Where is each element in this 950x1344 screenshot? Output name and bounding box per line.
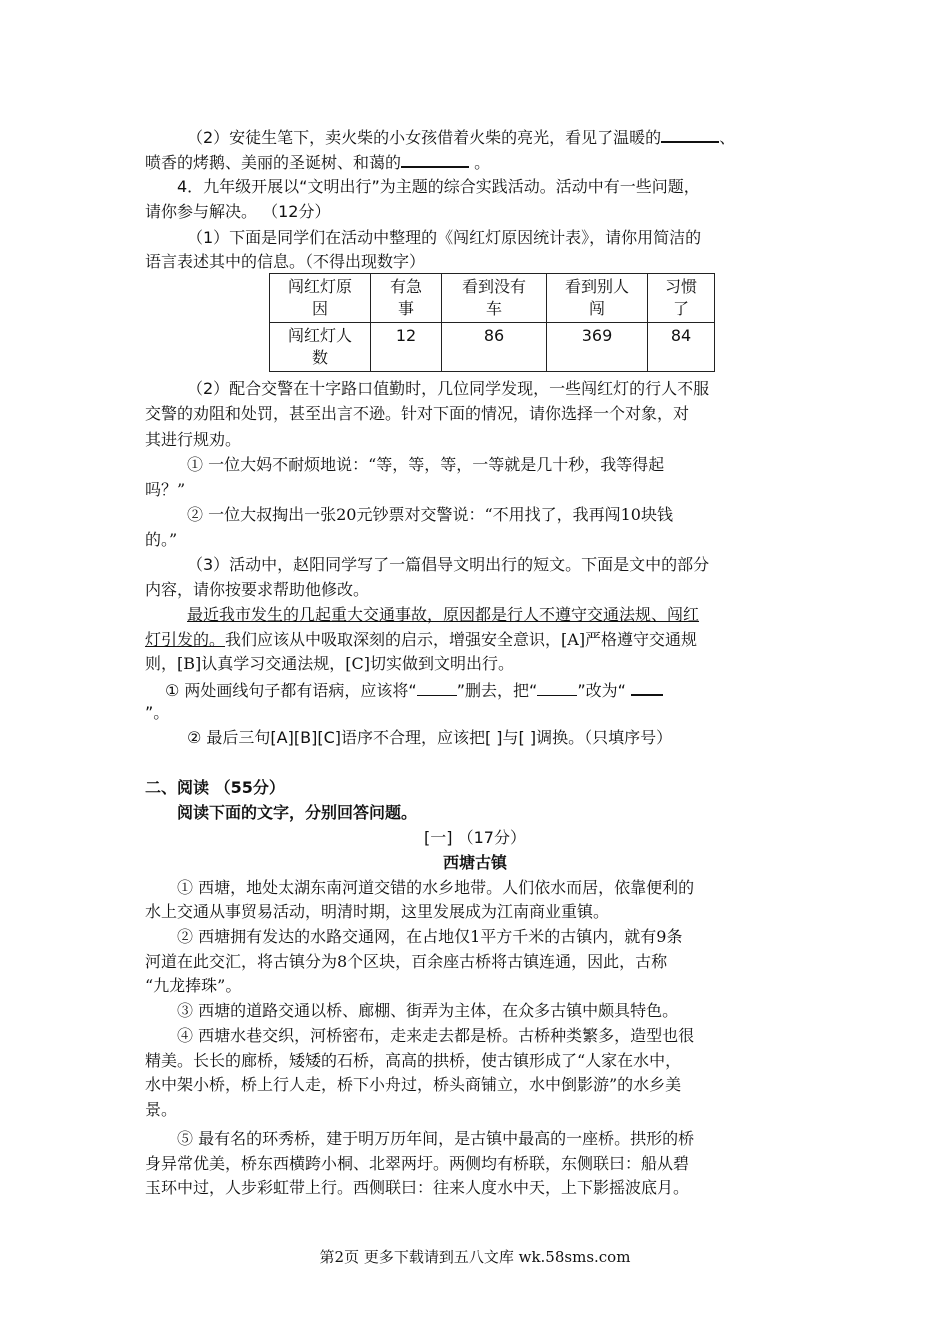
table-header-cell: 看到别人 闯 — [547, 274, 648, 323]
table-header-cell: 看到没有 车 — [442, 274, 547, 323]
q4-case1-line2: 吗？” — [145, 480, 186, 499]
q4-intro-line2: 请你参与解决。 （12分） — [145, 202, 331, 221]
q3-2-text-d: 。 — [469, 153, 491, 172]
q3-2-line1 — [187, 124, 735, 150]
para5-line3: 玉环中过，人步彩虹带上行。西侧联曰：往来人度水中天，上下影摇波底月。 — [145, 1178, 690, 1197]
q4-task1-line1 — [165, 677, 663, 703]
passage-text: 我们应该从中吸取深刻的启示，增强安全意识，[A]严格遵守交通规 — [225, 630, 698, 649]
part-label: [一] （17分） — [424, 828, 526, 847]
q4-part3-line1: （3）活动中，赵阳同学写了一篇倡导文明出行的短文。下面是文中的部分 — [187, 555, 710, 574]
table-header-row — [270, 274, 715, 323]
q4-passage-line1: 最近我市发生的几起重大交通事故，原因都是行人不遵守交通法规、闯红 — [187, 605, 700, 624]
para2-line3: “九龙捧珠”。 — [145, 976, 242, 995]
section2-instruction: 阅读下面的文字，分别回答问题。 — [177, 803, 418, 822]
section2-heading: 二、阅读 （55分） — [145, 778, 285, 797]
q4-part2-line3: 其进行规劝。 — [145, 430, 242, 449]
para3-line1: ③ 西塘的道路交通以桥、廊棚、街弄为主体，在众多古镇中颇具特色。 — [177, 1001, 679, 1020]
q4-passage-line2 — [145, 628, 697, 652]
answer-blank[interactable] — [401, 149, 469, 168]
red-light-stats-table — [269, 273, 715, 372]
table-cell: 12 — [371, 323, 442, 372]
table-row-label: 闯红灯人 数 — [270, 323, 371, 372]
q3-2-text-b: 、 — [719, 128, 736, 147]
para2-line1: ② 西塘拥有发达的水路交通网，在占地仅1平方千米的古镇内，就有9条 — [177, 927, 683, 946]
para4-line1: ④ 西塘水巷交织，河桥密布，走来走去都是桥。古桥种类繁多，造型也很 — [177, 1026, 695, 1045]
q4-part2-line1: （2）配合交警在十字路口值勤时，几位同学发现，一些闯红灯的行人不服 — [187, 379, 710, 398]
q3-2-line2 — [145, 149, 490, 175]
q4-intro-line1: 4．九年级开展以“文明出行”为主题的综合实践活动。活动中有一些问题， — [177, 177, 700, 196]
table-header-cell: 闯红灯原 因 — [270, 274, 371, 323]
para1-line2: 水上交通从事贸易活动，明清时期，这里发展成为江南商业重镇。 — [145, 902, 610, 921]
answer-blank[interactable] — [537, 678, 577, 696]
q3-2-text-c: 喷香的烤鹅、美丽的圣诞树、和蔼的 — [145, 153, 402, 172]
q4-case1-line1: ① 一位大妈不耐烦地说：“等，等，等，一等就是几十秒，我等得起 — [187, 455, 665, 474]
para4-line3: 水中架小桥，桥上行人走，桥下小舟过，桥头商铺立，水中倒影游”的水乡美 — [145, 1075, 682, 1094]
table-header-cell: 习惯 了 — [648, 274, 715, 323]
task1-text-a: ① 两处画线句子都有语病，应该将“ — [165, 681, 417, 700]
para4-line2: 精美。长长的廊桥，矮矮的石桥，高高的拱桥，使古镇形成了“人家在水中， — [145, 1051, 682, 1070]
q4-passage-line3: 则，[B]认真学习交通法规，[C]切实做到文明出行。 — [145, 654, 514, 673]
q4-part1-line1: （1）下面是同学们在活动中整理的《闯红灯原因统计表》，请你用简洁的 — [187, 228, 702, 247]
q4-case2-line2: 的。” — [145, 530, 178, 549]
table-row — [270, 323, 715, 372]
answer-blank[interactable] — [417, 678, 457, 696]
para5-line2: 身异常优美，桥东西横跨小桐、北翠两圩。两侧均有桥联，东侧联曰：船从碧 — [145, 1154, 690, 1173]
para1-line1: ① 西塘，地处太湖东南河道交错的水乡地带。人们依水而居，依靠便利的 — [177, 878, 695, 897]
q4-case2-line1: ② 一位大叔掏出一张20元钞票对交警说：“不用找了，我再闯10块钱 — [187, 505, 673, 524]
q4-part1-line2: 语言表述其中的信息。（不得出现数字） — [145, 252, 426, 271]
underlined-sentence: 灯引发的。 — [145, 630, 226, 649]
q4-task1-line2: ”。 — [145, 703, 170, 722]
answer-blank[interactable] — [661, 124, 719, 143]
table-cell: 86 — [442, 323, 547, 372]
q4-task2: ② 最后三句[A][B][C]语序不合理，应该把[ ]与[ ]调换。（只填序号） — [187, 728, 673, 747]
para4-line4: 景。 — [145, 1100, 178, 1119]
table-cell: 84 — [648, 323, 715, 372]
para2-line2: 河道在此交汇，将古镇分为8个区块，百余座古桥将古镇连通，因此，古称 — [145, 952, 668, 971]
q4-part2-line2: 交警的劝阻和处罚，甚至出言不逊。针对下面的情况，请你选择一个对象，对 — [145, 404, 690, 423]
article-title: 西塘古镇 — [442, 853, 507, 872]
para5-line1: ⑤ 最有名的环秀桥，建于明万历年间，是古镇中最高的一座桥。拱形的桥 — [177, 1129, 695, 1148]
q3-2-text-a: （2）安徒生笔下，卖火柴的小女孩借着火柴的亮光，看见了温暖的 — [187, 128, 662, 147]
task1-text-c: ”改为“ — [577, 681, 626, 700]
q4-part3-line2: 内容，请你按要求帮助他修改。 — [145, 580, 370, 599]
table-cell: 369 — [547, 323, 648, 372]
task1-text-b: ”删去，把“ — [456, 681, 538, 700]
table-header-cell: 有急 事 — [371, 274, 442, 323]
answer-blank[interactable] — [631, 677, 663, 696]
page-footer: 第2页 更多下载请到五八文库 wk.58sms.com — [319, 1248, 631, 1266]
